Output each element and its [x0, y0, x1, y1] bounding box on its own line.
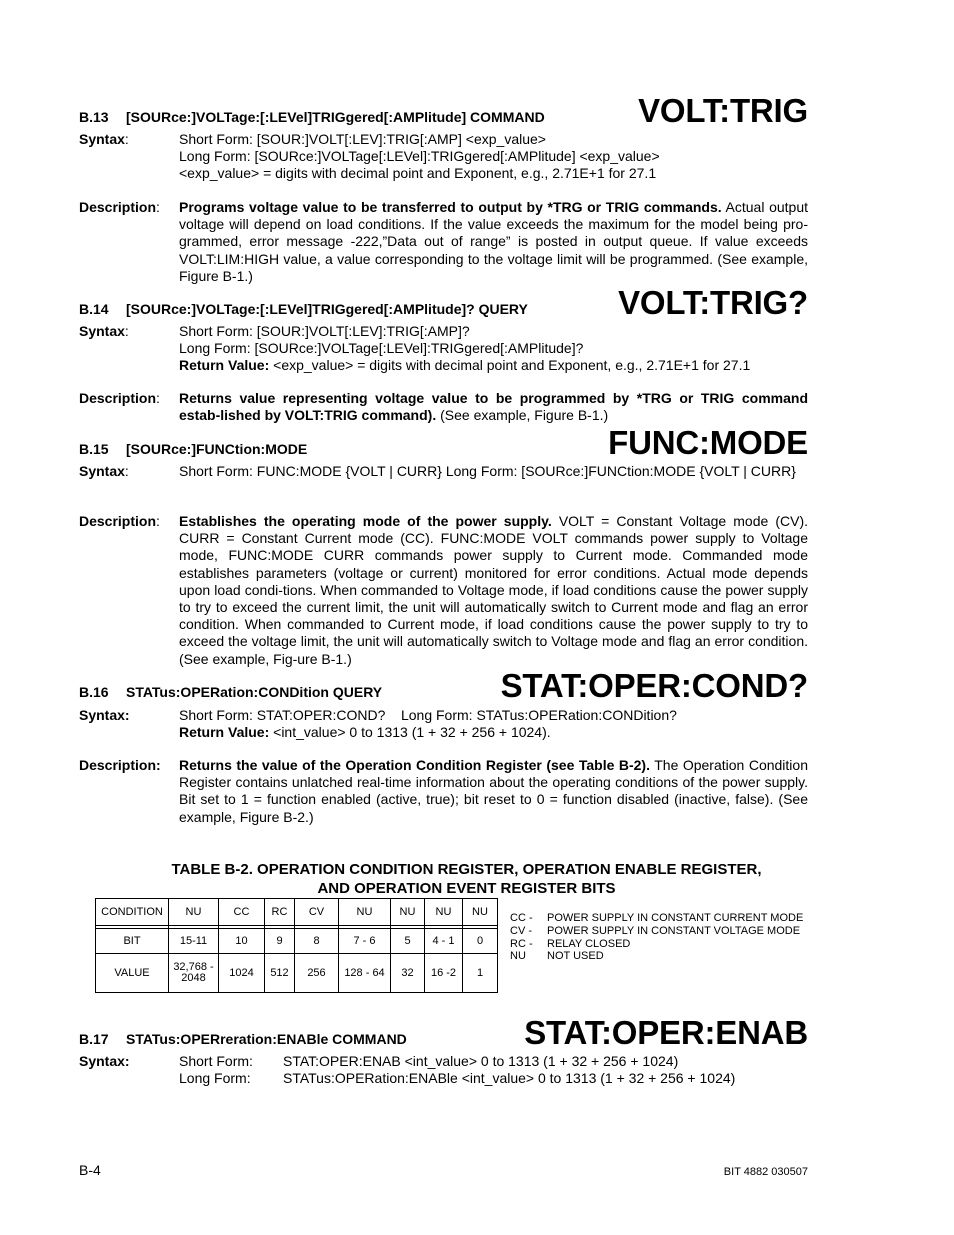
- table-header-row: [96, 899, 498, 926]
- syntax-forms: Short Form: FUNC:MODE {VOLT | CURR} Long Form: [SOURce:]FUNCtion:MODE {VOLT | CURR}: [179, 463, 796, 479]
- table-cell: VALUE: [96, 954, 169, 993]
- section-number: B.17: [79, 1031, 109, 1047]
- description-paragraph: Returns value representing voltage value to be programmed by *TRG or TRIG command estab-lished by VOLT:TRIG command). (See example, Figure B-1.): [179, 390, 808, 424]
- syntax-short-form: Short Form: STAT:OPER:ENAB <int_value> 0 to 1313 (1 + 32 + 256 + 1024): [179, 1053, 679, 1069]
- table-cell: 10: [219, 929, 265, 954]
- table-value-row: [96, 954, 498, 993]
- table-cell: 16 -2: [425, 954, 463, 993]
- syntax-label: Syntax:: [79, 1053, 130, 1069]
- syntax-block: [179, 131, 808, 183]
- table-cell: 15-11: [169, 929, 219, 954]
- table-cell: 1024: [219, 954, 265, 993]
- legend-item: CC - POWER SUPPLY IN CONSTANT CURRENT MODE: [510, 912, 804, 924]
- table-cell: 256: [295, 954, 339, 993]
- table-cell: NU: [425, 899, 463, 926]
- section-heading-b17: [79, 1031, 407, 1047]
- syntax-long-form: Long Form: [SOURce:]VOLTage[:LEVel]:TRIGgered[:AMPlitude] <exp_value>: [179, 148, 660, 165]
- register-bits-table: [95, 898, 498, 993]
- command-keyword-stat-oper-cond: STAT:OPER:COND?: [500, 667, 808, 704]
- table-cell: 1: [463, 954, 498, 993]
- return-value: Return Value: <int_value> 0 to 1313 (1 + 32 + 256 + 1024).: [179, 724, 551, 741]
- section-title: [SOURce:]FUNCtion:MODE: [126, 441, 308, 457]
- table-cell: NU: [391, 899, 425, 926]
- syntax-label: Syntax:: [79, 707, 130, 723]
- return-value: Return Value: <exp_value> = digits with decimal point and Exponent, e.g., 2.71E+1 for 27.1: [179, 357, 751, 374]
- table-legend: [510, 912, 803, 963]
- table-title-line1: TABLE B-2. OPERATION CONDITION REGISTER, OPERATION ENABLE REGISTER,: [171, 861, 762, 878]
- syntax-block: [179, 707, 808, 741]
- description-paragraph: Returns the value of the Operation Condition Register (see Table B-2). The Operation Condition Register contains unlatched real-time information about the operating conditions of the power supply. Bit set to 1 = function enabled (active, true); bit reset to 0 = function disabled (inactive, false). (See example, Figure B-2.): [179, 757, 808, 825]
- section-heading-b15: [79, 441, 307, 457]
- syntax-short-form: Short Form: [SOUR:]VOLT[:LEV]:TRIG[:AMP]?: [179, 323, 470, 339]
- description-paragraph: Programs voltage value to be transferred to output by *TRG or TRIG commands. Actual output voltage will depend on load conditions. If the value exceeds the maximum for the model being pro-grammed, error message -222,”Data out of range” is posted in output queue. If value exceeds VOLT:LIM:HIGH value, a value corresponding to the voltage limit will be programmed. (See example, Figure B-1.): [179, 199, 808, 284]
- command-keyword-volt-trig-query: VOLT:TRIG?: [618, 284, 808, 321]
- table-cell: 32: [391, 954, 425, 993]
- section-title: [SOURce:]VOLTage:[:LEVel]TRIGgered[:AMPlitude] COMMAND: [126, 109, 545, 125]
- command-keyword-stat-oper-enab: STAT:OPER:ENAB: [524, 1014, 808, 1051]
- description-label: Description:: [79, 513, 160, 529]
- section-title: [SOURce:]VOLTage:[:LEVel]TRIGgered[:AMPlitude]? QUERY: [126, 301, 528, 317]
- section-number: B.14: [79, 301, 109, 317]
- section-title: STATus:OPERreration:ENABle COMMAND: [126, 1031, 407, 1047]
- table-cell: 512: [265, 954, 295, 993]
- section-number: B.16: [79, 684, 109, 700]
- section-number: B.13: [79, 109, 109, 125]
- description-paragraph: Establishes the operating mode of the power supply. VOLT = Constant Voltage mode (CV). CURR = Constant Current mode (CC). FUNC:MODE VOLT commands power supply to Voltage mode, FUNC:MODE CURR commands power supply to Current mode. Commanded mode establishes parameters (voltage or current) monitored for error conditions. Actual mode depends upon load condi-tions. When commanded to Voltage mode, if load conditions cause the power supply to try to exceed the current limit, the unit will automatically switch to Current mode and flag an error condition. When commanded to Current mode, if load conditions cause the power supply to try to exceed the voltage limit, the unit will automatically switch to Voltage mode and flag an error condition. (See example, Fig-ure B-1.): [179, 513, 808, 667]
- table-cell: NU: [339, 899, 391, 926]
- syntax-long-form: Long Form: [SOURce:]VOLTage[:LEVel]:TRIGgered[:AMPlitude]?: [179, 340, 584, 357]
- syntax-short-form: Short Form: [SOUR:]VOLT[:LEV]:TRIG[:AMP] <exp_value>: [179, 131, 546, 147]
- table-cell: RC: [265, 899, 295, 926]
- table-cell: 4 - 1: [425, 929, 463, 954]
- syntax-forms: Short Form: STAT:OPER:COND? Long Form: STATus:OPERation:CONDition?: [179, 707, 677, 723]
- syntax-label: Syntax:: [79, 131, 129, 147]
- section-heading-b13: [79, 109, 545, 125]
- table-title: [79, 860, 854, 898]
- table-cell: 5: [391, 929, 425, 954]
- description-label: Description:: [79, 199, 160, 215]
- section-number: B.15: [79, 441, 109, 457]
- syntax-note: <exp_value> = digits with decimal point and Exponent, e.g., 2.71E+1 for 27.1: [179, 165, 657, 182]
- table-cell: 128 - 64: [339, 954, 391, 993]
- legend-item: CV - POWER SUPPLY IN CONSTANT VOLTAGE MODE: [510, 924, 801, 937]
- section-title: STATus:OPERation:CONDition QUERY: [126, 684, 383, 700]
- table-cell: NU: [463, 899, 498, 926]
- syntax-long-form: Long Form: STATus:OPERation:ENABle <int_value> 0 to 1313 (1 + 32 + 256 + 1024): [179, 1070, 736, 1087]
- table-cell: 9: [265, 929, 295, 954]
- document-id: BIT 4882 030507: [723, 1166, 808, 1178]
- syntax-block: [179, 463, 808, 480]
- syntax-block: [179, 323, 808, 375]
- description-label: Description:: [79, 390, 160, 406]
- table-cell: NU: [169, 899, 219, 926]
- table-cell: 0: [463, 929, 498, 954]
- command-keyword-volt-trig: VOLT:TRIG: [638, 92, 808, 129]
- description-label: Description:: [79, 757, 161, 773]
- table-cell: 8: [295, 929, 339, 954]
- page-number: B-4: [79, 1162, 101, 1178]
- table-title-line2: AND OPERATION EVENT REGISTER BITS: [317, 880, 616, 897]
- table-cell: CV: [295, 899, 339, 926]
- command-keyword-func-mode: FUNC:MODE: [608, 424, 808, 461]
- table-cell: CONDITION: [96, 899, 169, 926]
- table-bit-row: [96, 929, 498, 954]
- syntax-label: Syntax:: [79, 463, 129, 479]
- syntax-label: Syntax:: [79, 323, 129, 339]
- section-heading-b14: [79, 301, 528, 317]
- legend-item: NU NOT USED: [510, 950, 604, 963]
- legend-item: RC - RELAY CLOSED: [510, 937, 631, 950]
- table-cell: 32,768 - 2048: [169, 954, 219, 993]
- syntax-block: [179, 1053, 808, 1087]
- table-cell: 7 - 6: [339, 929, 391, 954]
- table-cell: CC: [219, 899, 265, 926]
- section-heading-b16: [79, 684, 382, 700]
- table-cell: BIT: [96, 929, 169, 954]
